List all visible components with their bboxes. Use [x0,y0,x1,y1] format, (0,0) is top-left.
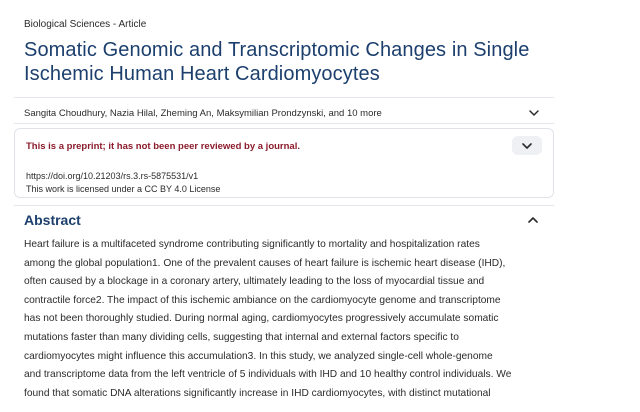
chevron-down-icon [522,143,532,149]
chevron-down-icon [529,110,539,116]
license-text: This work is licensed under a CC BY 4.0 License [26,184,221,194]
preprint-notice-box [14,128,554,198]
authors-expand-button[interactable] [526,105,542,121]
notice-expand-button[interactable] [512,136,542,155]
abstract-line: contractile force2. The impact of this ischemic ambiance on the cardiomyocyte genome and transcriptome [24,294,501,306]
preprint-notice: This is a preprint; it has not been peer reviewed by a journal. [26,141,300,152]
abstract-line: Heart failure is a multifaceted syndrome contributing significantly to mortality and hospitalization rates [24,239,480,250]
abstract-collapse-button[interactable] [525,212,541,228]
abstract-line: among the global population1. One of the prevalent causes of heart failure is ischemic heart disease (IHD), [24,257,506,269]
article-category: Biological Sciences - Article [24,19,147,30]
divider-top [14,97,554,98]
doi-link[interactable]: https://doi.org/10.21203/rs.3.rs-5875531/v1 [26,171,199,181]
abstract-body [24,236,554,403]
divider-abstract [14,205,554,206]
abstract-line: mutations faster than many dividing cells, suggesting that internal and external factors specific to [24,331,459,343]
abstract-line: has not been thoroughly studied. During normal aging, cardiomyocytes progressively accumulate somatic [24,313,499,325]
author-list: Sangita Choudhury, Nazia Hilal, Zheming An, Maksymilian Prondzynski, and 10 more [24,108,382,119]
abstract-heading: Abstract [24,212,81,228]
article-title: Somatic Genomic and Transcriptomic Changes in Single Ischemic Human Heart Cardiomyocytes [24,39,530,85]
divider-authors [14,123,554,124]
chevron-up-icon [528,217,538,223]
abstract-line: found that somatic DNA alterations significantly increase in IHD cardiomyocytes, with distinct mutational [24,387,491,399]
abstract-line: and transcriptome data from the left ventricle of 5 individuals with IHD and 10 healthy control individuals. We [24,369,512,381]
abstract-line: cardiomyocytes might influence this accumulation3. In this study, we analyzed single-cell whole-genome [24,350,493,362]
abstract-line: often caused by a blockage in a coronary artery, ultimately leading to the loss of myocardial tissue and [24,276,485,288]
